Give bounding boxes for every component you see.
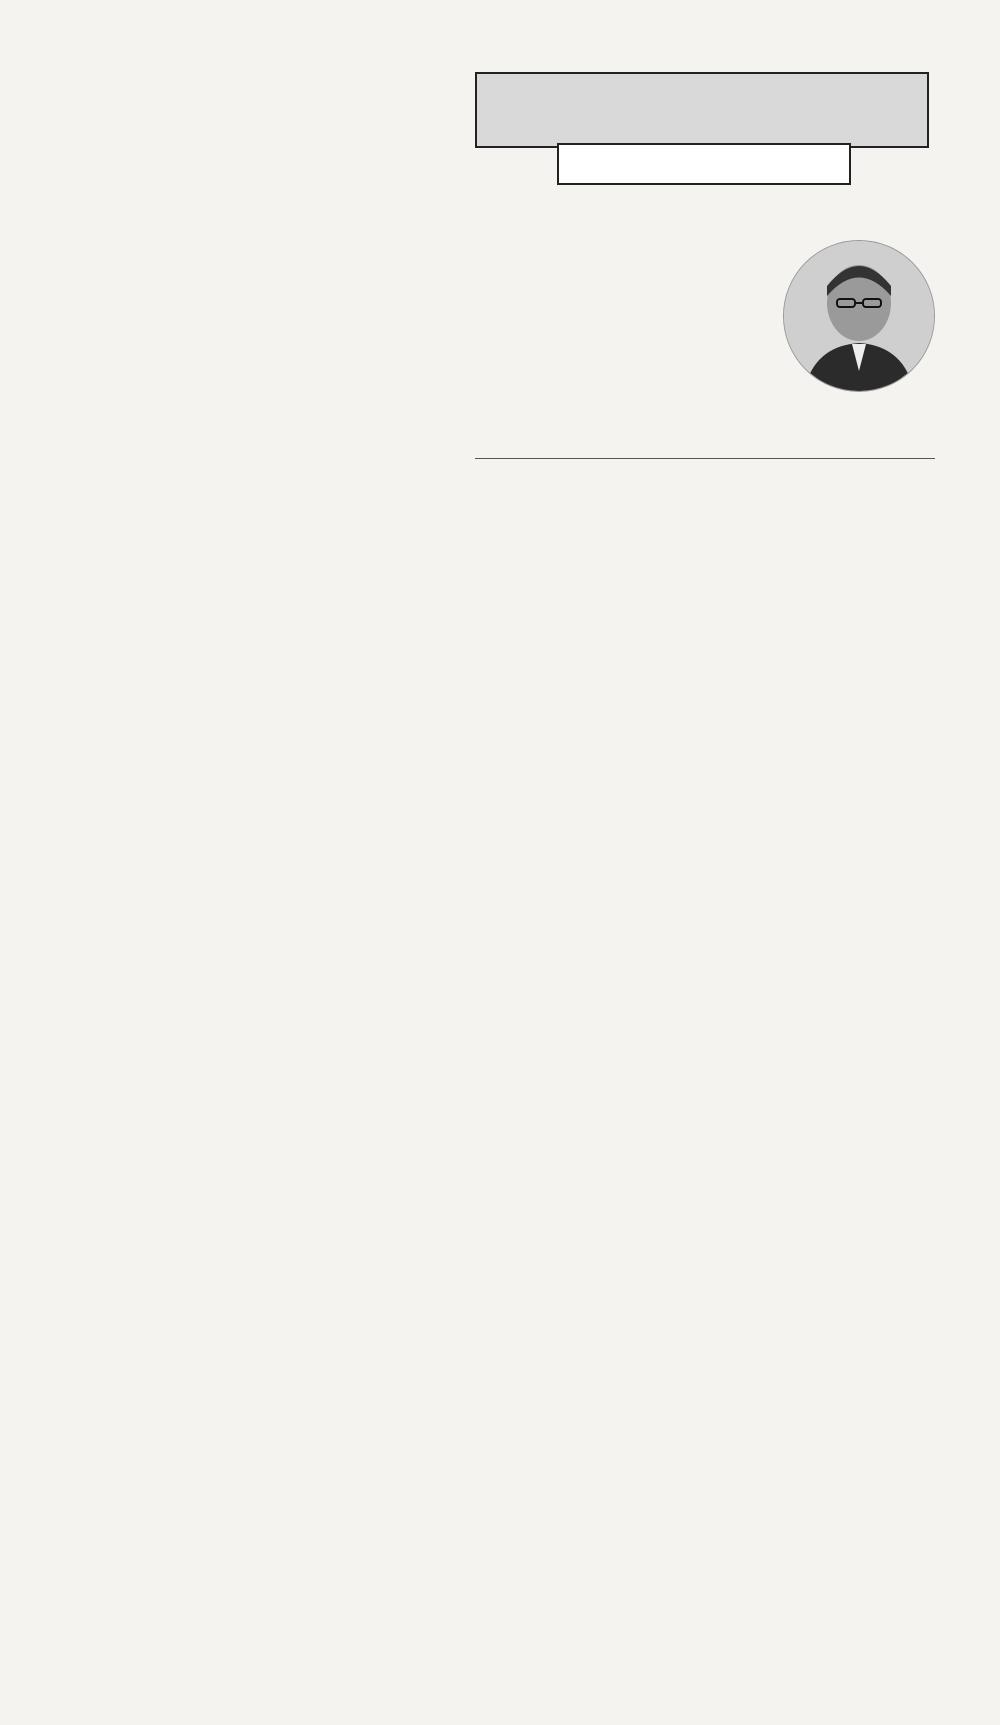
portrait-image (783, 240, 935, 392)
article-column-5 (60, 1150, 935, 1710)
person-silhouette-icon (784, 241, 934, 391)
subheadline-box (557, 143, 851, 185)
portrait-photo (783, 240, 933, 420)
section-rule (475, 458, 935, 459)
headline-box (475, 72, 929, 148)
article-column-3 (60, 465, 935, 780)
article-column-4 (60, 800, 935, 1140)
